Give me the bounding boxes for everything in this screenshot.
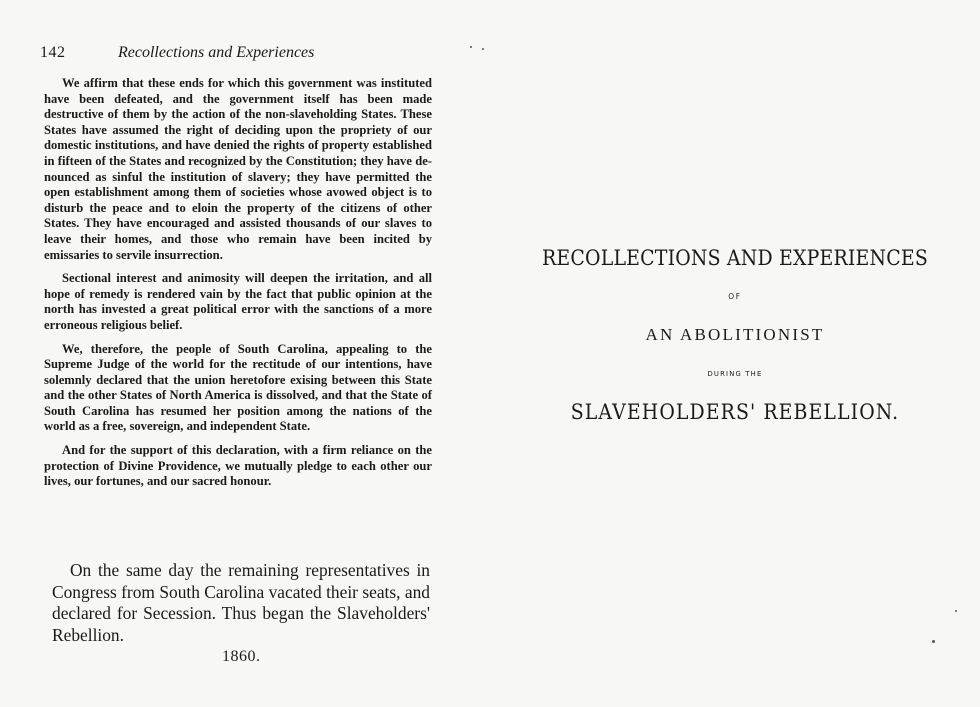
paragraph: We affirm that these ends for which this government was instituted have been defeated, and the government itself has been made destructive of them by the action of the non-slaveholding States. These States have assumed the right of deciding upon the propriety of our domestic institutions, and have denied the rights of property established in fifteen of the States and recognized by the Constitution; they have denounced as sinful the institution of slavery; they have permitted the open establishment among them of societies whose avowed object is to disturb the peace and to eloin the property of the citizens of other States. They have encouraged and assisted thousands of our slaves to leave their homes, and those who remain have been incited by emissaries to servile insurrection.: [44, 76, 432, 262]
right-page: [490, 0, 980, 707]
book-title: RECOLLECTIONS AND EXPERIENCES: [542, 246, 928, 270]
book-title-rebellion: SLAVEHOLDERS' REBELLION.: [570, 400, 900, 424]
paragraph: We, therefore, the people of South Carolina, appealing to the Supreme Judge of the world for the rectitude of our intentions, have solemnly declared that the union heretofore exising between this State and the other States of North America is dissolved, and that the State of South Carolina has resumed her position among the nations of the world as a free, sovereign, and independent State.: [44, 341, 432, 434]
running-title: Recollections and Experiences: [118, 44, 315, 61]
paragraph: Sectional interest and animosity will deepen the irritation, and all hope of remedy is rendered vain by the fact that public opinion at the north has invested a great political error with the sanctions of a more erroneous religious belief.: [44, 271, 432, 332]
book-subtitle: AN ABOLITIONIST: [645, 325, 825, 344]
declaration-text: [44, 76, 432, 498]
paragraph: And for the support of this declaration, with a firm reliance on the protection of Divine Providence, we mutually pledge to each other our lives, our fortunes, and our sacred honour.: [44, 443, 432, 489]
closing-paragraph: On the same day the remaining representatives in Congress from South Carolina vacated their seats, and declared for Secession. Thus began the Slaveholders' Rebellion.: [52, 560, 430, 645]
running-head: [40, 44, 460, 64]
title-of: OF: [728, 292, 742, 301]
paper-speck: [955, 610, 957, 612]
title-during: DURING THE: [707, 370, 763, 378]
paper-speck: [932, 640, 935, 643]
title-page: [490, 0, 980, 707]
paper-speck: [470, 46, 472, 48]
page-number: 142: [40, 44, 66, 61]
paper-speck: [482, 48, 484, 50]
year-label: 1860.: [222, 648, 261, 665]
